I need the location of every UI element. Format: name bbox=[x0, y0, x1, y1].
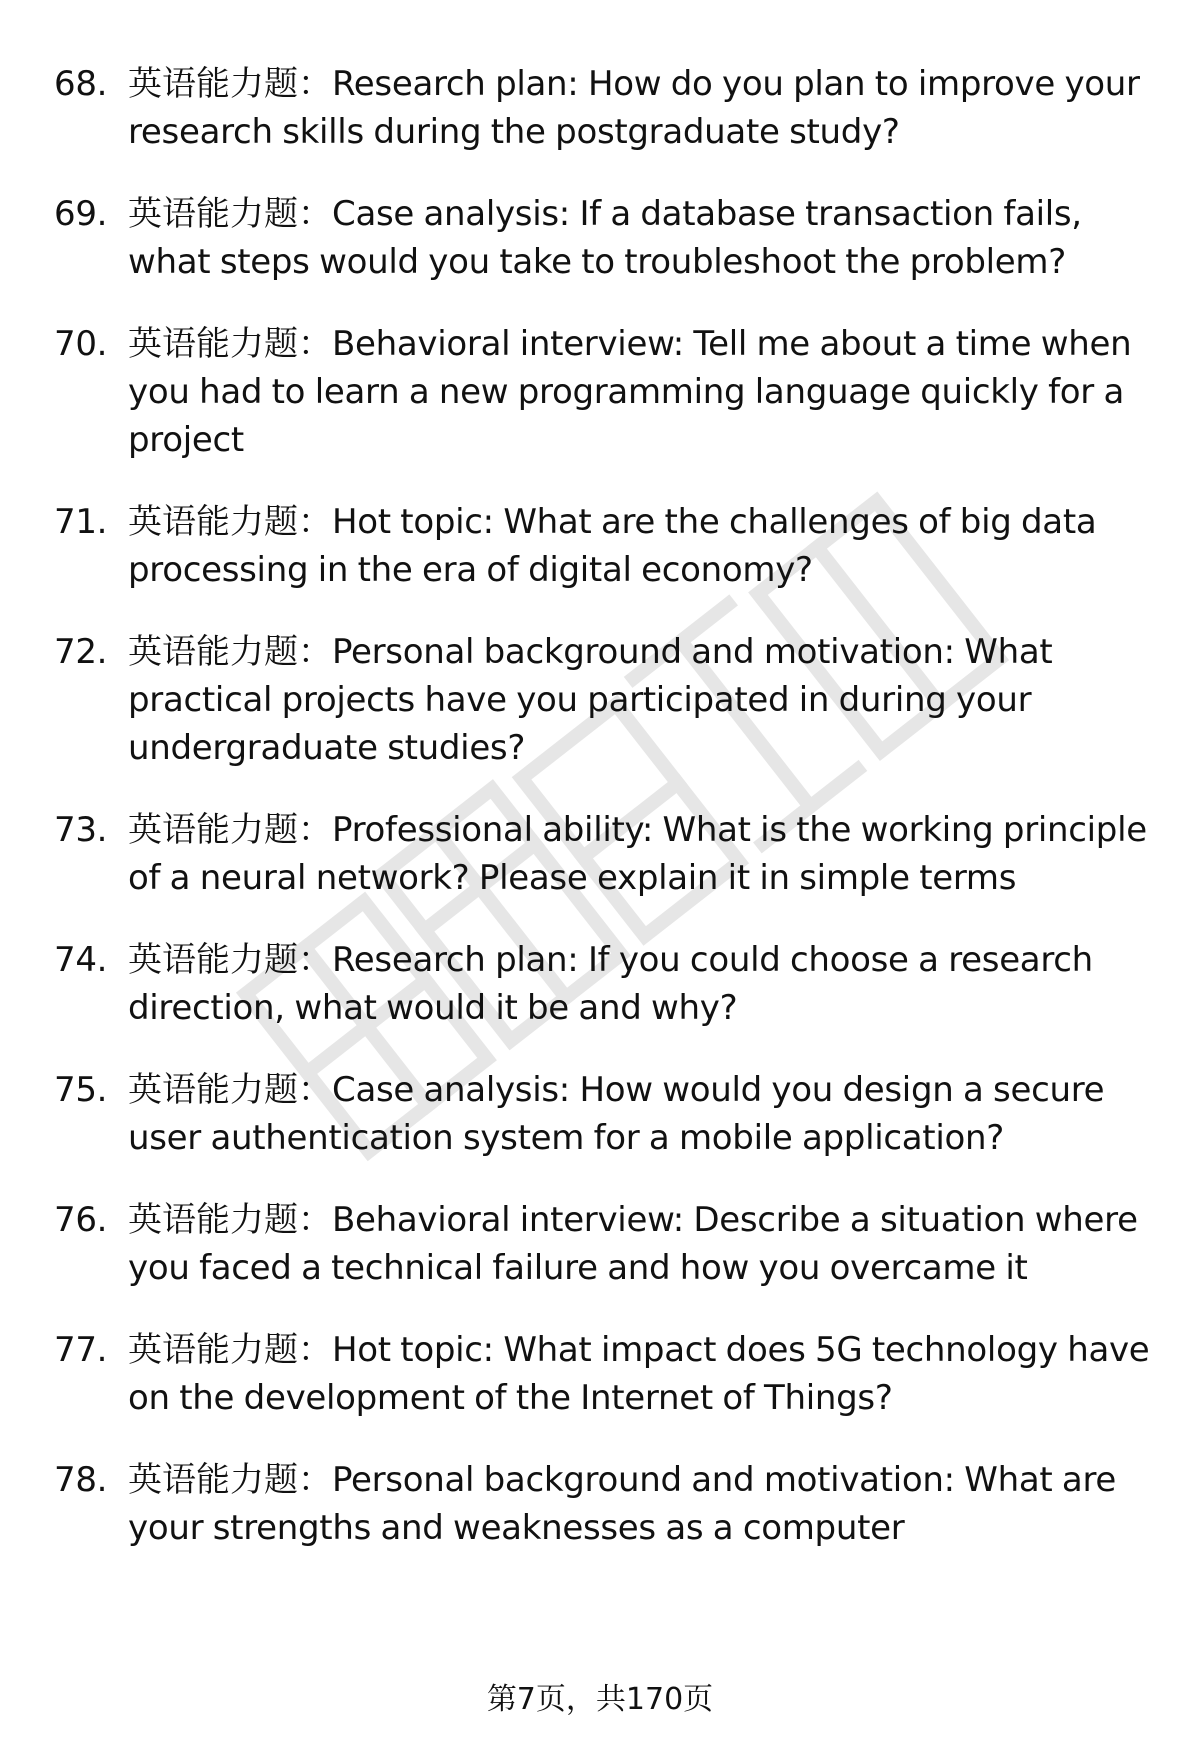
question-category: 英语能力题： bbox=[128, 324, 332, 364]
question-text: Case analysis: How would you design a secure user authentication system for a mobile application? bbox=[128, 1070, 1105, 1158]
question-category: 英语能力题： bbox=[128, 1070, 332, 1110]
question-category: 英语能力题： bbox=[128, 632, 332, 672]
question-text: Behavioral interview: Tell me about a time when you had to learn a new programming language quickly for a project bbox=[128, 324, 1132, 460]
question-text: Research plan: If you could choose a research direction, what would it be and why? bbox=[128, 940, 1093, 1028]
question-text: Case analysis: If a database transaction fails, what steps would you take to troubleshoot the problem? bbox=[128, 194, 1082, 282]
question-number: 75. bbox=[54, 1070, 108, 1110]
question-list bbox=[0, 60, 1200, 1586]
question-number: 73. bbox=[54, 810, 108, 850]
question-category: 英语能力题： bbox=[128, 1460, 332, 1500]
question-item bbox=[0, 60, 1200, 156]
question-category: 英语能力题： bbox=[128, 1200, 332, 1240]
question-item bbox=[0, 320, 1200, 464]
question-text: Personal background and motivation: What are your strengths and weaknesses as a computer bbox=[128, 1460, 1116, 1548]
question-number: 78. bbox=[54, 1460, 108, 1500]
question-item bbox=[0, 1066, 1200, 1162]
question-number: 74. bbox=[54, 940, 108, 980]
question-item bbox=[0, 498, 1200, 594]
question-item bbox=[0, 1196, 1200, 1292]
question-text: Personal background and motivation: What practical projects have you participated in during your undergraduate studies? bbox=[128, 632, 1053, 768]
question-number: 76. bbox=[54, 1200, 108, 1240]
question-item bbox=[0, 190, 1200, 286]
question-number: 68. bbox=[54, 64, 108, 104]
question-category: 英语能力题： bbox=[128, 64, 332, 104]
page-number-label: 第7页，共170页 bbox=[486, 1682, 714, 1717]
question-number: 70. bbox=[54, 324, 108, 364]
question-item bbox=[0, 1456, 1200, 1552]
question-category: 英语能力题： bbox=[128, 1330, 332, 1370]
question-text: Behavioral interview: Describe a situation where you faced a technical failure and how you overcame it bbox=[128, 1200, 1138, 1288]
question-item bbox=[0, 1326, 1200, 1422]
question-category: 英语能力题： bbox=[128, 940, 332, 980]
question-number: 72. bbox=[54, 632, 108, 672]
question-number: 69. bbox=[54, 194, 108, 234]
question-item bbox=[0, 628, 1200, 772]
question-text: Hot topic: What are the challenges of big data processing in the era of digital economy? bbox=[128, 502, 1097, 590]
question-item bbox=[0, 806, 1200, 902]
question-category: 英语能力题： bbox=[128, 502, 332, 542]
question-category: 英语能力题： bbox=[128, 194, 332, 234]
question-text: Professional ability: What is the working principle of a neural network? Please explain it in simple terms bbox=[128, 810, 1147, 898]
question-text: Research plan: How do you plan to improve your research skills during the postgraduate study? bbox=[128, 64, 1140, 152]
question-item bbox=[0, 936, 1200, 1032]
question-category: 英语能力题： bbox=[128, 810, 332, 850]
question-number: 77. bbox=[54, 1330, 108, 1370]
question-text: Hot topic: What impact does 5G technology have on the development of the Internet of Things? bbox=[128, 1330, 1150, 1418]
question-number: 71. bbox=[54, 502, 108, 542]
page-footer bbox=[0, 1680, 1200, 1720]
